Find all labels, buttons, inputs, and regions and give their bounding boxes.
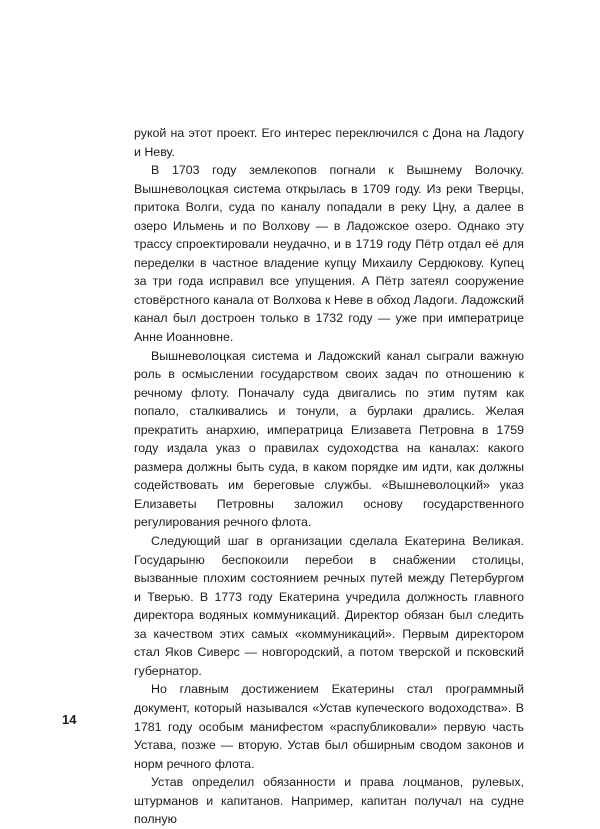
paragraph: Устав определил обязанности и права лоцманов, рулевых, штурманов и капитанов. Например, капитан получал на судне полную (134, 775, 524, 827)
paragraph: Следующий шаг в организации сделала Екатерина Великая. Государыню беспокоили перебои в снабжении столицы, вызванные плохим состоянием речных путей между Петербургом и Тверью. В 1773 году Екатерина учредила должность главного директора водяных коммуникаций. Директор обязан был следить за качеством этих самых «коммуникаций». Первым директором стал Яков Сиверс — новгородский, а потом тверской и псковский губернатор. (134, 534, 524, 678)
paragraph: Вышневолоцкая система и Ладожский канал сыграли важную роль в осмыслении государством своих задач по отношению к речному флоту. Поначалу суда двигались по этим путям как попало, сталкивались и тонули, а бурлаки дрались. Желая прекратить анархию, императрица Елизавета Петровна в 1759 году издала указ о правилах судоходства на каналах: какого размера должны быть суда, в каком порядке им идти, как должны содействовать им береговые службы. «Вышневолоцкий» указ Елизаветы Петровны заложил основу государственного регулирования речного флота. (134, 348, 524, 530)
paragraph: рукой на этот проект. Его интерес переключился с Дона на Ладогу и Неву. (134, 126, 524, 159)
body-text (134, 124, 524, 829)
paragraph: В 1703 году землекопов погнали к Вышнему Волочку. Вышневолоцкая система открылась в 1709 году. Из реки Тверцы, притока Волги, суда по каналу попадали в реку Цну, а далее в озеро Ильмень и по Волхову — в Ладожское озеро. Однако эту трассу спроектировали неудачно, и в 1719 году Пётр отдал её для переделки в частное владение купцу Михаилу Сердюкову. Купец за три года исправил все упущения. А Пётр затеял сооружение стовёрстного канала от Волхова к Неве в обход Ладоги. Ладожский канал был достроен только в 1732 году — уже при императрице Анне Иоанновне. (134, 163, 524, 345)
page-number: 14 (62, 712, 77, 727)
paragraph: Но главным достижением Екатерины стал программный документ, который назывался «Устав купеческого водоходства». В 1781 году особым манифестом «распубликовали» первую часть Устава, позже — вторую. Устав был обширным сводом законов и норм речного флота. (134, 682, 524, 771)
